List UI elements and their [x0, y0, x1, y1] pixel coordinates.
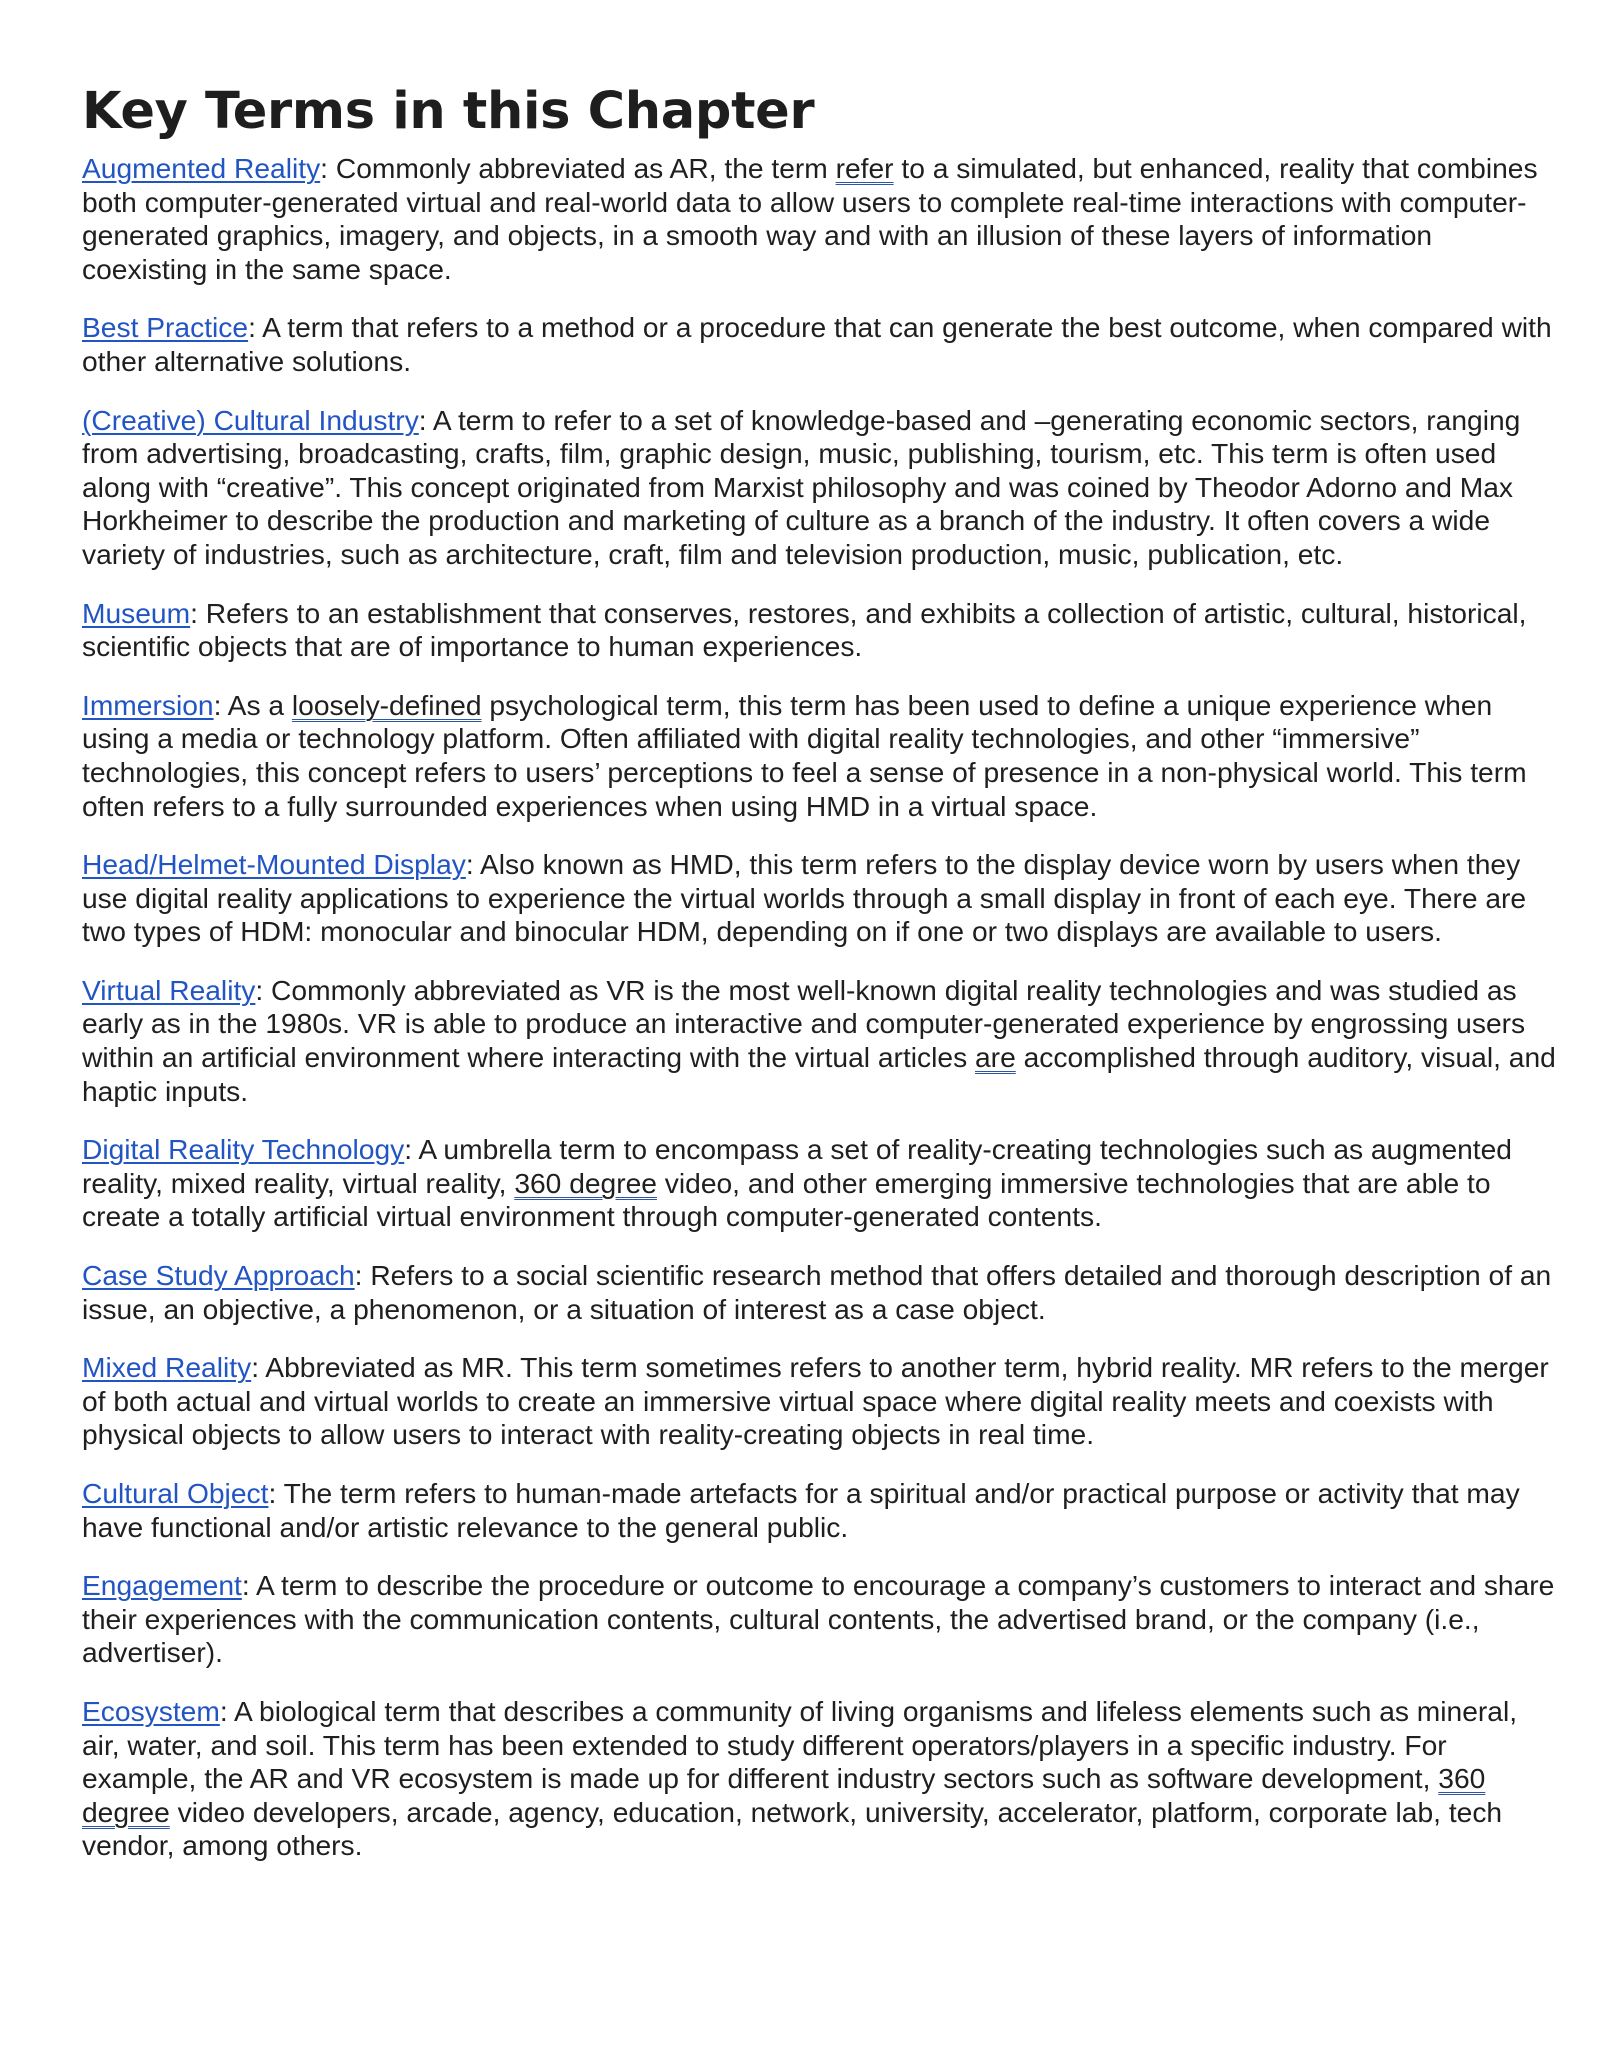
term-entry: [82, 848, 1562, 949]
term-entry: [82, 689, 1562, 823]
term-entry: [82, 1351, 1562, 1452]
term-definition: : A term that refers to a method or a procedure that can generate the best outcome, when compared with other alternative solutions.: [82, 311, 1552, 377]
term-definition: : A umbrella term to encompass a set of reality-creating technologies such as augmented reality, mixed reality, virtual reality,: [82, 1133, 1512, 1199]
term-definition: video, and other emerging immersive technologies that are able to create a totally artificial virtual environment through computer-generated contents.: [82, 1166, 1491, 1233]
term-link[interactable]: Museum: [82, 596, 191, 629]
term-definition: accomplished through auditory, visual, and haptic inputs.: [82, 1041, 1556, 1107]
term-definition: psychological term, this term has been used to define a unique experience when using a media or technology platform. Often affiliated with digital reality technologies, and other “immersive” technologies, this concept refers to users’ perceptions to feel a sense of presence in a non-physical world. This term often refers to a fully surrounded experiences when using HMD in a virtual space.: [82, 688, 1527, 822]
term-link[interactable]: Digital Reality Technology: [82, 1133, 405, 1166]
term-entry: [82, 152, 1562, 286]
term-link[interactable]: Head/Helmet-Mounted Display: [82, 848, 466, 881]
page-title: Key Terms in this Chapter: [82, 82, 815, 141]
term-link[interactable]: Virtual Reality: [82, 973, 256, 1006]
grammar-flag[interactable]: are: [975, 1041, 1016, 1074]
term-definition: : A biological term that describes a community of living organisms and lifeless elements such as mineral, air, water, and soil. This term has been extended to study different operators/players in a specific industry. For example, the AR and VR ecosystem is made up for different industry sectors such as software development,: [82, 1694, 1518, 1795]
term-definition: : A term to describe the procedure or outcome to encourage a company’s customers to interact and share their experiences with the communication contents, cultural contents, the advertised brand, or the company (i.e., advertiser).: [82, 1569, 1555, 1669]
term-definition: to a simulated, but enhanced, reality that combines both computer-generated virtual and real-world data to allow users to complete real-time interactions with computer-generated graphics, imagery, and objects, in a smooth way and with an illusion of these layers of information coexisting in the same space.: [82, 152, 1538, 285]
grammar-flag[interactable]: 360 degree: [82, 1762, 1486, 1828]
term-entry: [82, 311, 1562, 378]
term-link[interactable]: Immersion: [82, 688, 214, 721]
term-link[interactable]: (Creative) Cultural Industry: [82, 403, 419, 436]
term-definition: : As a: [213, 688, 292, 721]
term-entry: [82, 404, 1562, 572]
term-definition: : The term refers to human-made artefacts for a spiritual and/or practical purpose or activity that may have functional and/or artistic relevance to the general public.: [82, 1477, 1520, 1543]
term-link[interactable]: Best Practice: [82, 311, 249, 344]
term-entry: [82, 974, 1562, 1108]
term-definition: : Commonly abbreviated as VR is the most well-known digital reality technologies and was studied as early as in the 1980s. VR is able to produce an interactive and computer-generated experience by engrossing users within an artificial environment where interacting with the virtual articles: [82, 973, 1526, 1074]
term-entry: [82, 1477, 1562, 1544]
term-definition: video developers, arcade, agency, education, network, university, accelerator, platform, corporate lab, tech vendor, among others.: [82, 1795, 1503, 1862]
term-entry: [82, 1569, 1562, 1670]
grammar-flag[interactable]: 360 degree: [514, 1166, 657, 1199]
term-entry: [82, 1133, 1562, 1234]
term-link[interactable]: Ecosystem: [82, 1694, 220, 1727]
term-link[interactable]: Engagement: [82, 1569, 242, 1602]
term-link[interactable]: Case Study Approach: [82, 1259, 355, 1292]
term-definition: : Abbreviated as MR. This term sometimes refers to another term, hybrid reality. MR refers to the merger of both actual and virtual worlds to create an immersive virtual space where digital reality meets and coexists with physical objects to allow users to interact with reality-creating objects in real time.: [82, 1351, 1549, 1451]
term-entry: [82, 1259, 1562, 1326]
term-definition: : Commonly abbreviated as AR, the term: [320, 152, 836, 184]
term-definition: : Refers to an establishment that conserves, restores, and exhibits a collection of artistic, cultural, historical, scientific objects that are of importance to human experiences.: [82, 596, 1527, 663]
grammar-flag[interactable]: loosely-defined: [291, 688, 482, 721]
term-definition: : Also known as HMD, this term refers to the display device worn by users when they use digital reality applications to experience the virtual worlds through a small display in front of each eye. There are two types of HDM: monocular and binocular HDM, depending on if one or two displays are available to users.: [82, 848, 1527, 948]
document-page: [82, 78, 1562, 1888]
term-link[interactable]: Cultural Object: [82, 1477, 269, 1509]
term-entry: [82, 597, 1562, 664]
term-link[interactable]: Mixed Reality: [82, 1351, 252, 1384]
term-definition: : Refers to a social scientific research method that offers detailed and thorough description of an issue, an objective, a phenomenon, or a situation of interest as a case object.: [82, 1259, 1552, 1325]
grammar-flag[interactable]: refer: [835, 152, 894, 184]
term-entry: [82, 1695, 1562, 1863]
term-definition: : A term to refer to a set of knowledge-based and –generating economic sectors, ranging from advertising, broadcasting, crafts, film, graphic design, music, publishing, tourism, etc. This term is often used along with “creative”. This concept originated from Marxist philosophy and was coined by Theodor Adorno and Max Horkheimer to describe the production and marketing of culture as a branch of the industry. It often covers a wide variety of industries, such as architecture, craft, film and television production, music, publication, etc.: [82, 403, 1521, 570]
term-link[interactable]: Augmented Reality: [82, 152, 321, 184]
